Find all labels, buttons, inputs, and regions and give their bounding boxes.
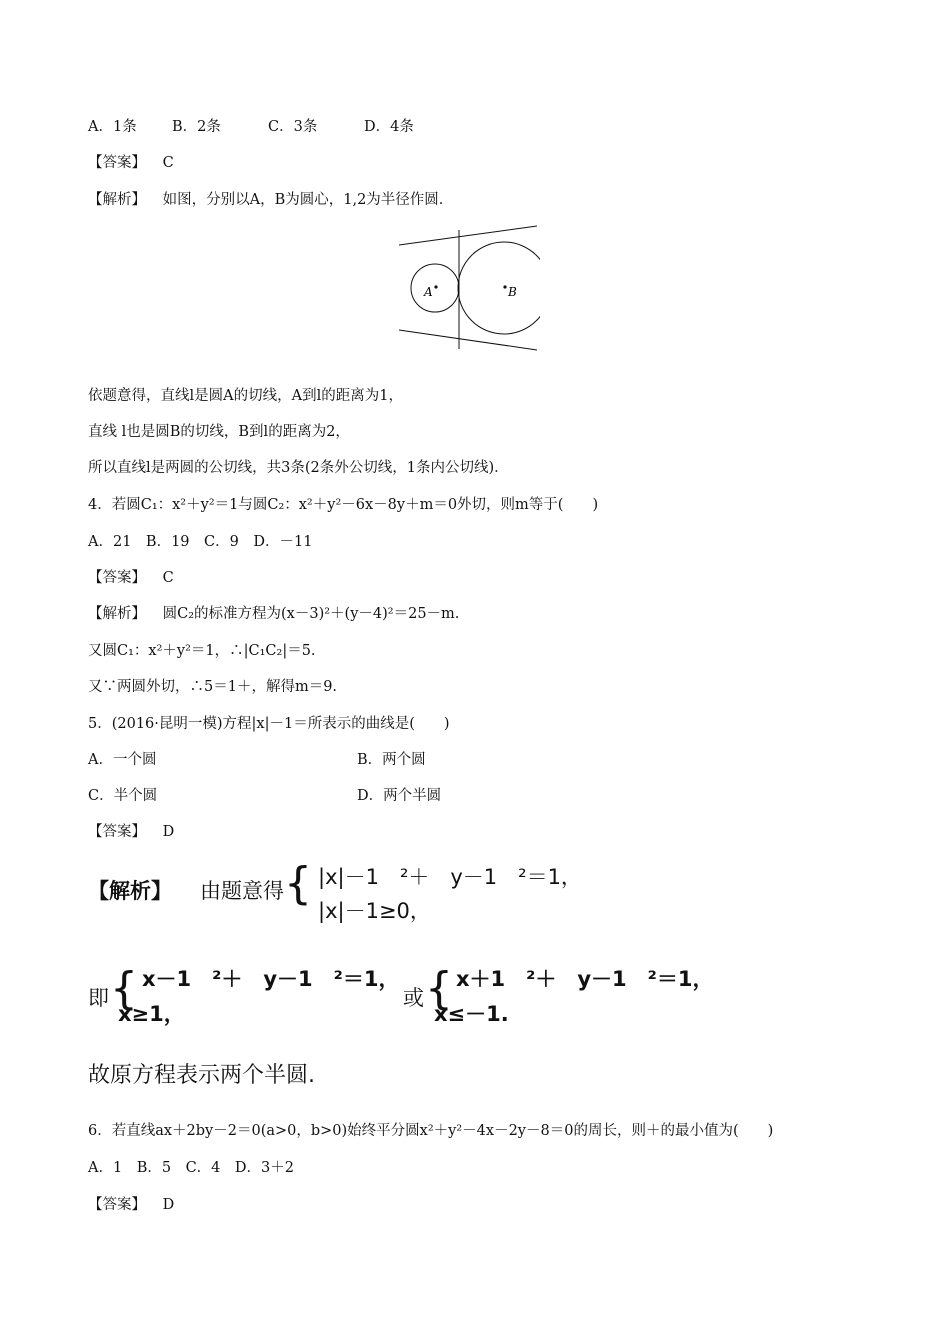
q4-analysis-row [88,604,459,624]
answer-label: 【答案】 [88,824,146,840]
q6-question: 6．若直线ax＋2by－2＝0(a>0，b>0)始终平分圆x²＋y²－4x－2y－8＝0的周长，则＋的最小值为( ) [88,1123,774,1139]
q3-line-3: 所以直线l是两圆的公切线，共3条(2条外公切线，1条内公切线)． [88,460,509,476]
label-b: B [508,285,517,299]
q4-question: 4．若圆C₁：x²＋y²＝1与圆C₂：x²＋y²－6x－8y＋m＝0外切，则m等于( ) [88,497,599,513]
q3-option-d: D．4条 [364,119,414,135]
q4-line-2: 又∵两圆外切，∴5＝1＋，解得m＝9. [88,679,338,695]
q5-analysis-label: 【解析】 [88,879,172,903]
system3-line1: x＋1 ²＋ y－1 ²＝1， [456,967,714,991]
outer-tangent-top [399,226,537,245]
system-brace-2: { [110,963,138,1014]
system1-line1: |x|－1 ²＋ y－1 ²＝1， [318,865,582,889]
system1-line2: |x|－1≥0， [318,899,431,923]
analysis-label: 【解析】 [88,606,146,622]
q3-analysis-row [88,190,453,210]
answer-label: 【答案】 [88,570,146,586]
answer-label: 【答案】 [88,155,146,171]
q3-option-c: C．3条 [268,119,318,135]
system-brace-1: { [284,858,312,909]
q3-option-b: B．2条 [172,119,221,135]
answer-value: D [162,1197,175,1213]
q5-question: 5．(2016·昆明一模)方程|x|－1＝所表示的曲线是( ) [88,716,450,732]
q5-analysis-intro: 由题意得 [200,879,284,903]
huo-text: 或 [403,986,424,1010]
answer-label: 【答案】 [88,1197,146,1213]
tangent-circles-figure [395,222,540,354]
q5-conclusion: 故原方程表示两个半圆. [88,1063,315,1088]
analysis-label: 【解析】 [88,192,146,208]
center-a [434,285,437,288]
q4-answer-row [88,568,174,588]
system2-line1: x－1 ²＋ y－1 ²＝1， [142,967,400,991]
q4-options: A．21 B．19 C．9 D．－11 [88,534,313,550]
outer-tangent-bottom [399,330,537,350]
q6-answer-row [88,1195,174,1215]
q3-line-2: 直线 l也是圆B的切线，B到l的距离为2， [88,424,350,440]
analysis-text: 如图，分别以A，B为圆心，1,2为半径作圆． [162,192,454,208]
system-brace-3: { [425,963,453,1014]
answer-value: D [162,824,175,840]
answer-value: C [162,570,174,586]
q5-option-a: A．一个圆 [88,752,157,768]
q3-answer-row [88,153,174,173]
q4-line-1: 又圆C₁：x²＋y²＝1，∴|C₁C₂|＝5. [88,643,316,659]
answer-value: C [162,155,174,171]
q6-options: A．1 B．5 C．4 D．3＋2 [88,1160,294,1176]
q3-line-1: 依题意得，直线l是圆A的切线，A到l的距离为1， [88,388,403,404]
label-a: A [424,285,433,299]
circle-b [458,242,540,334]
analysis-text: 圆C₂的标准方程为(x－3)²＋(y－4)²＝25－m. [162,606,460,622]
q5-answer-row [88,822,174,842]
ji-text: 即 [88,986,109,1010]
q5-option-d: D．两个半圆 [357,788,442,804]
center-b [503,285,506,288]
q3-option-a: A．1条 [88,119,137,135]
q5-option-b: B．两个圆 [357,752,426,768]
system2-line2: x≥1， [118,1002,185,1026]
q5-option-c: C．半个圆 [88,788,158,804]
system3-line2: x≤－1. [434,1002,509,1026]
